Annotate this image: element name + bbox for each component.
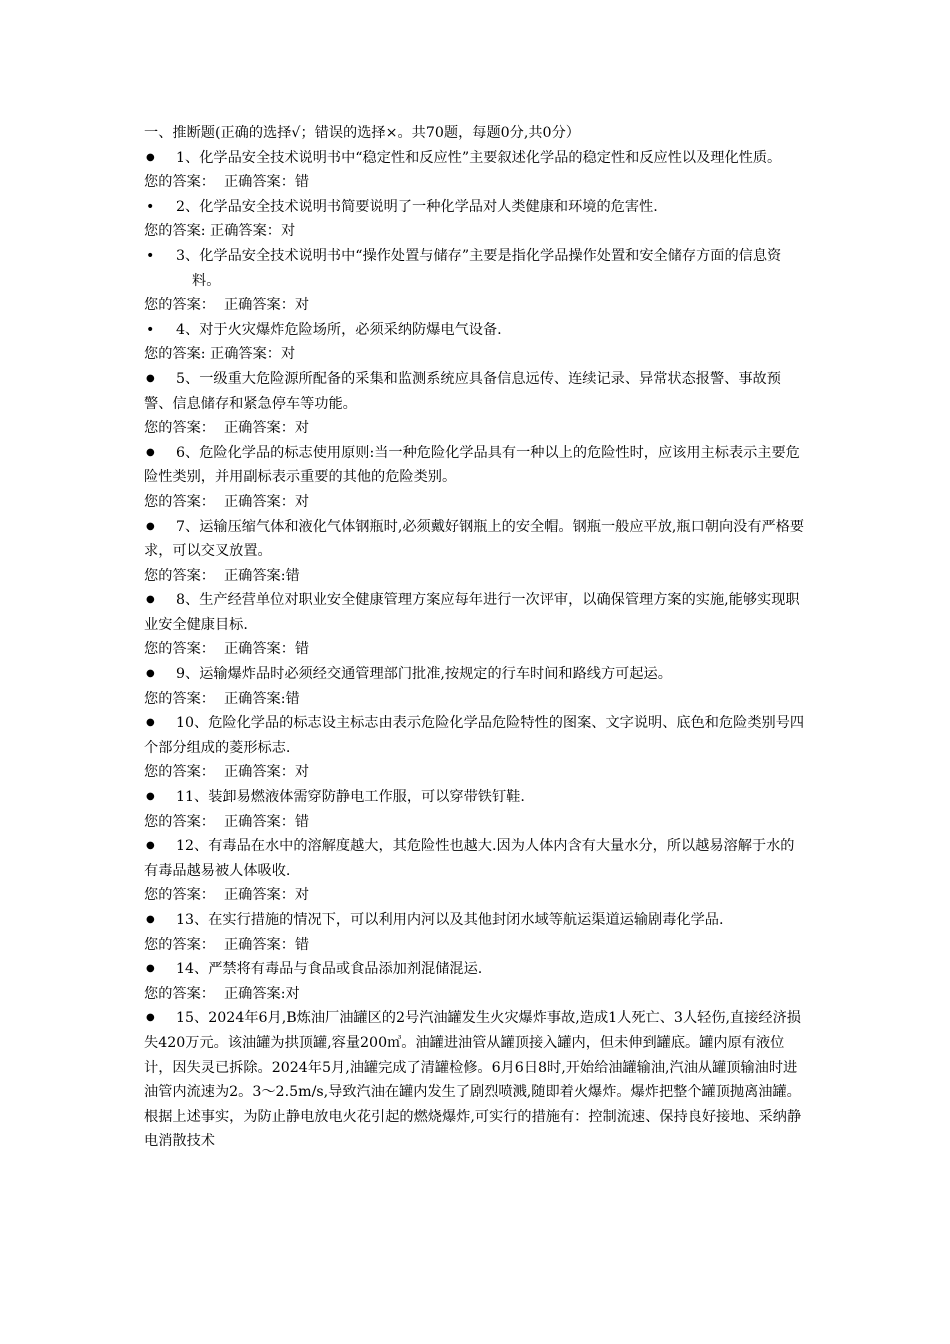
question-text: 11、装卸易燃液体需穿防静电工作服，可以穿带铁钉鞋. bbox=[176, 789, 525, 806]
bullet-icon: ● bbox=[146, 963, 155, 975]
answer-line: 您的答案： 正确答案:错 bbox=[144, 690, 300, 707]
answer-line: 您的答案： 正确答案：对 bbox=[144, 764, 310, 781]
bullet-icon: ● bbox=[146, 446, 155, 458]
question-text: 14、严禁将有毒品与食品或食品添加剂混储混运. bbox=[176, 961, 483, 978]
question-item bbox=[144, 441, 808, 490]
question-text: 10、危险化学品的标志设主标志由表示危险化学品危险特性的图案、文字说明、底色和危险类别号四个部分组成的菱形标志. bbox=[144, 715, 805, 756]
answer-line: 您的答案： 正确答案:错 bbox=[144, 567, 300, 584]
question-item bbox=[144, 146, 808, 171]
question-item bbox=[144, 711, 808, 760]
question-text: 12、有毒品在水中的溶解度越大，其危险性也越大.因为人体内含有大量水分，所以越易溶解于水的有毒品越易被人体吸收. bbox=[144, 838, 795, 879]
question-text: 13、在实行措施的情况下，可以利用内河以及其他封闭水域等航运渠道运输剧毒化学品. bbox=[176, 912, 724, 928]
question-list bbox=[144, 146, 808, 1154]
question-text: 1、化学品安全技术说明书中“稳定性和反应性”主要叙述化学品的稳定性和反应性以及理化性质。 bbox=[176, 149, 782, 166]
question-text: 2、化学品安全技术说明书简要说明了一种化学品对人类健康和环境的危害性. bbox=[176, 198, 658, 215]
question-text: 7、运输压缩气体和液化气体钢瓶时,必须戴好钢瓶上的安全帽。钢瓶一般应平放,瓶口朝向没有严格要求，可以交叉放置。 bbox=[144, 518, 805, 560]
bullet-icon: ● bbox=[146, 372, 155, 384]
question-text: 9、运输爆炸品时必须经交通管理部门批准,按规定的行车时间和路线方可起运。 bbox=[176, 666, 672, 683]
bullet-icon: ● bbox=[146, 717, 155, 729]
answer-line: 您的答案： 正确答案：对 bbox=[144, 493, 310, 510]
question-text: 4、对于火灾爆炸危险场所，必须采纳防爆电气设备. bbox=[176, 321, 502, 338]
bullet-icon: • bbox=[146, 321, 155, 338]
question-item bbox=[144, 367, 808, 416]
answer-line: 您的答案： 正确答案：对 bbox=[144, 887, 310, 904]
question-item bbox=[144, 588, 808, 637]
bullet-icon: ● bbox=[146, 668, 155, 680]
bullet-icon: • bbox=[146, 247, 155, 264]
bullet-icon: ● bbox=[146, 594, 155, 606]
question-text: 3、化学品安全技术说明书中“操作处置与储存”主要是指化学品操作处置和安全储存方面的信息资料。 bbox=[176, 247, 782, 289]
question-text: 6、危险化学品的标志使用原则:当一种危险化学品具有一种以上的危险性时，应该用主标表示主要危险性类别，并用副标表示重要的其他的危险类别。 bbox=[144, 444, 800, 486]
question-item bbox=[144, 1006, 808, 1154]
bullet-icon: ● bbox=[146, 1012, 155, 1024]
answer-line: 您的答案： 正确答案：错 bbox=[144, 936, 310, 953]
question-item bbox=[144, 834, 808, 883]
bullet-icon: ● bbox=[146, 520, 155, 532]
question-text: 15、2024年6月,B炼油厂油罐区的2号汽油罐发生火灾爆炸事故,造成1人死亡、3人轻伤,直接经济损失420万元。该油罐为拱顶罐,容量200㎥。油罐进油管从罐顶接入罐内，但未伸到罐底。罐内原有液位计，因失灵已拆除。2024年5月,油罐完成了清罐检修。6月6日8时,开始给油罐输油,汽油从罐顶输油时进油管内流速为2。3～2.5m/s,导致汽油在罐内发生了剧烈喷溅,随即着火爆炸。爆炸把整个罐顶抛离油罐。 根据上述事实，为防止静电放电火花引起的燃烧爆炸,可实行的措施有：控制流速、保持良好接地、采纳静电消散技术 bbox=[144, 1010, 802, 1150]
bullet-icon: ● bbox=[146, 151, 155, 163]
answer-line: 您的答案： 正确答案：错 bbox=[144, 174, 310, 191]
question-item bbox=[144, 244, 808, 293]
question-item bbox=[144, 908, 808, 933]
answer-line: 您的答案： 正确答案：对 bbox=[144, 420, 310, 437]
question-item bbox=[144, 195, 808, 220]
bullet-icon: • bbox=[146, 198, 155, 215]
answer-line: 您的答案: 正确答案：对 bbox=[144, 223, 296, 240]
answer-line: 您的答案： 正确答案:对 bbox=[144, 985, 300, 1002]
question-item bbox=[144, 515, 808, 564]
question-item bbox=[144, 318, 808, 343]
question-text: 5、一级重大危险源所配备的采集和监测系统应具备信息远传、连续记录、异常状态报警、事故预警、信息储存和紧急停车等功能。 bbox=[144, 370, 781, 412]
answer-line: 您的答案： 正确答案：错 bbox=[144, 641, 310, 658]
question-item bbox=[144, 662, 808, 687]
question-item bbox=[144, 785, 808, 810]
answer-line: 您的答案: 正确答案：对 bbox=[144, 346, 296, 363]
bullet-icon: ● bbox=[146, 840, 155, 852]
bullet-icon: ● bbox=[146, 791, 155, 803]
question-item bbox=[144, 957, 808, 982]
answer-line: 您的答案： 正确答案：对 bbox=[144, 297, 310, 314]
answer-line: 您的答案： 正确答案：错 bbox=[144, 813, 310, 830]
document-body bbox=[144, 121, 808, 1154]
question-text: 8、生产经营单位对职业安全健康管理方案应每年进行一次评审，以确保管理方案的实施,能够实现职业安全健康目标. bbox=[144, 592, 800, 633]
bullet-icon: ● bbox=[146, 914, 155, 925]
section-heading: 一、推断题(正确的选择√；错误的选择×。共70题，每题0分,共0分） bbox=[144, 125, 580, 141]
